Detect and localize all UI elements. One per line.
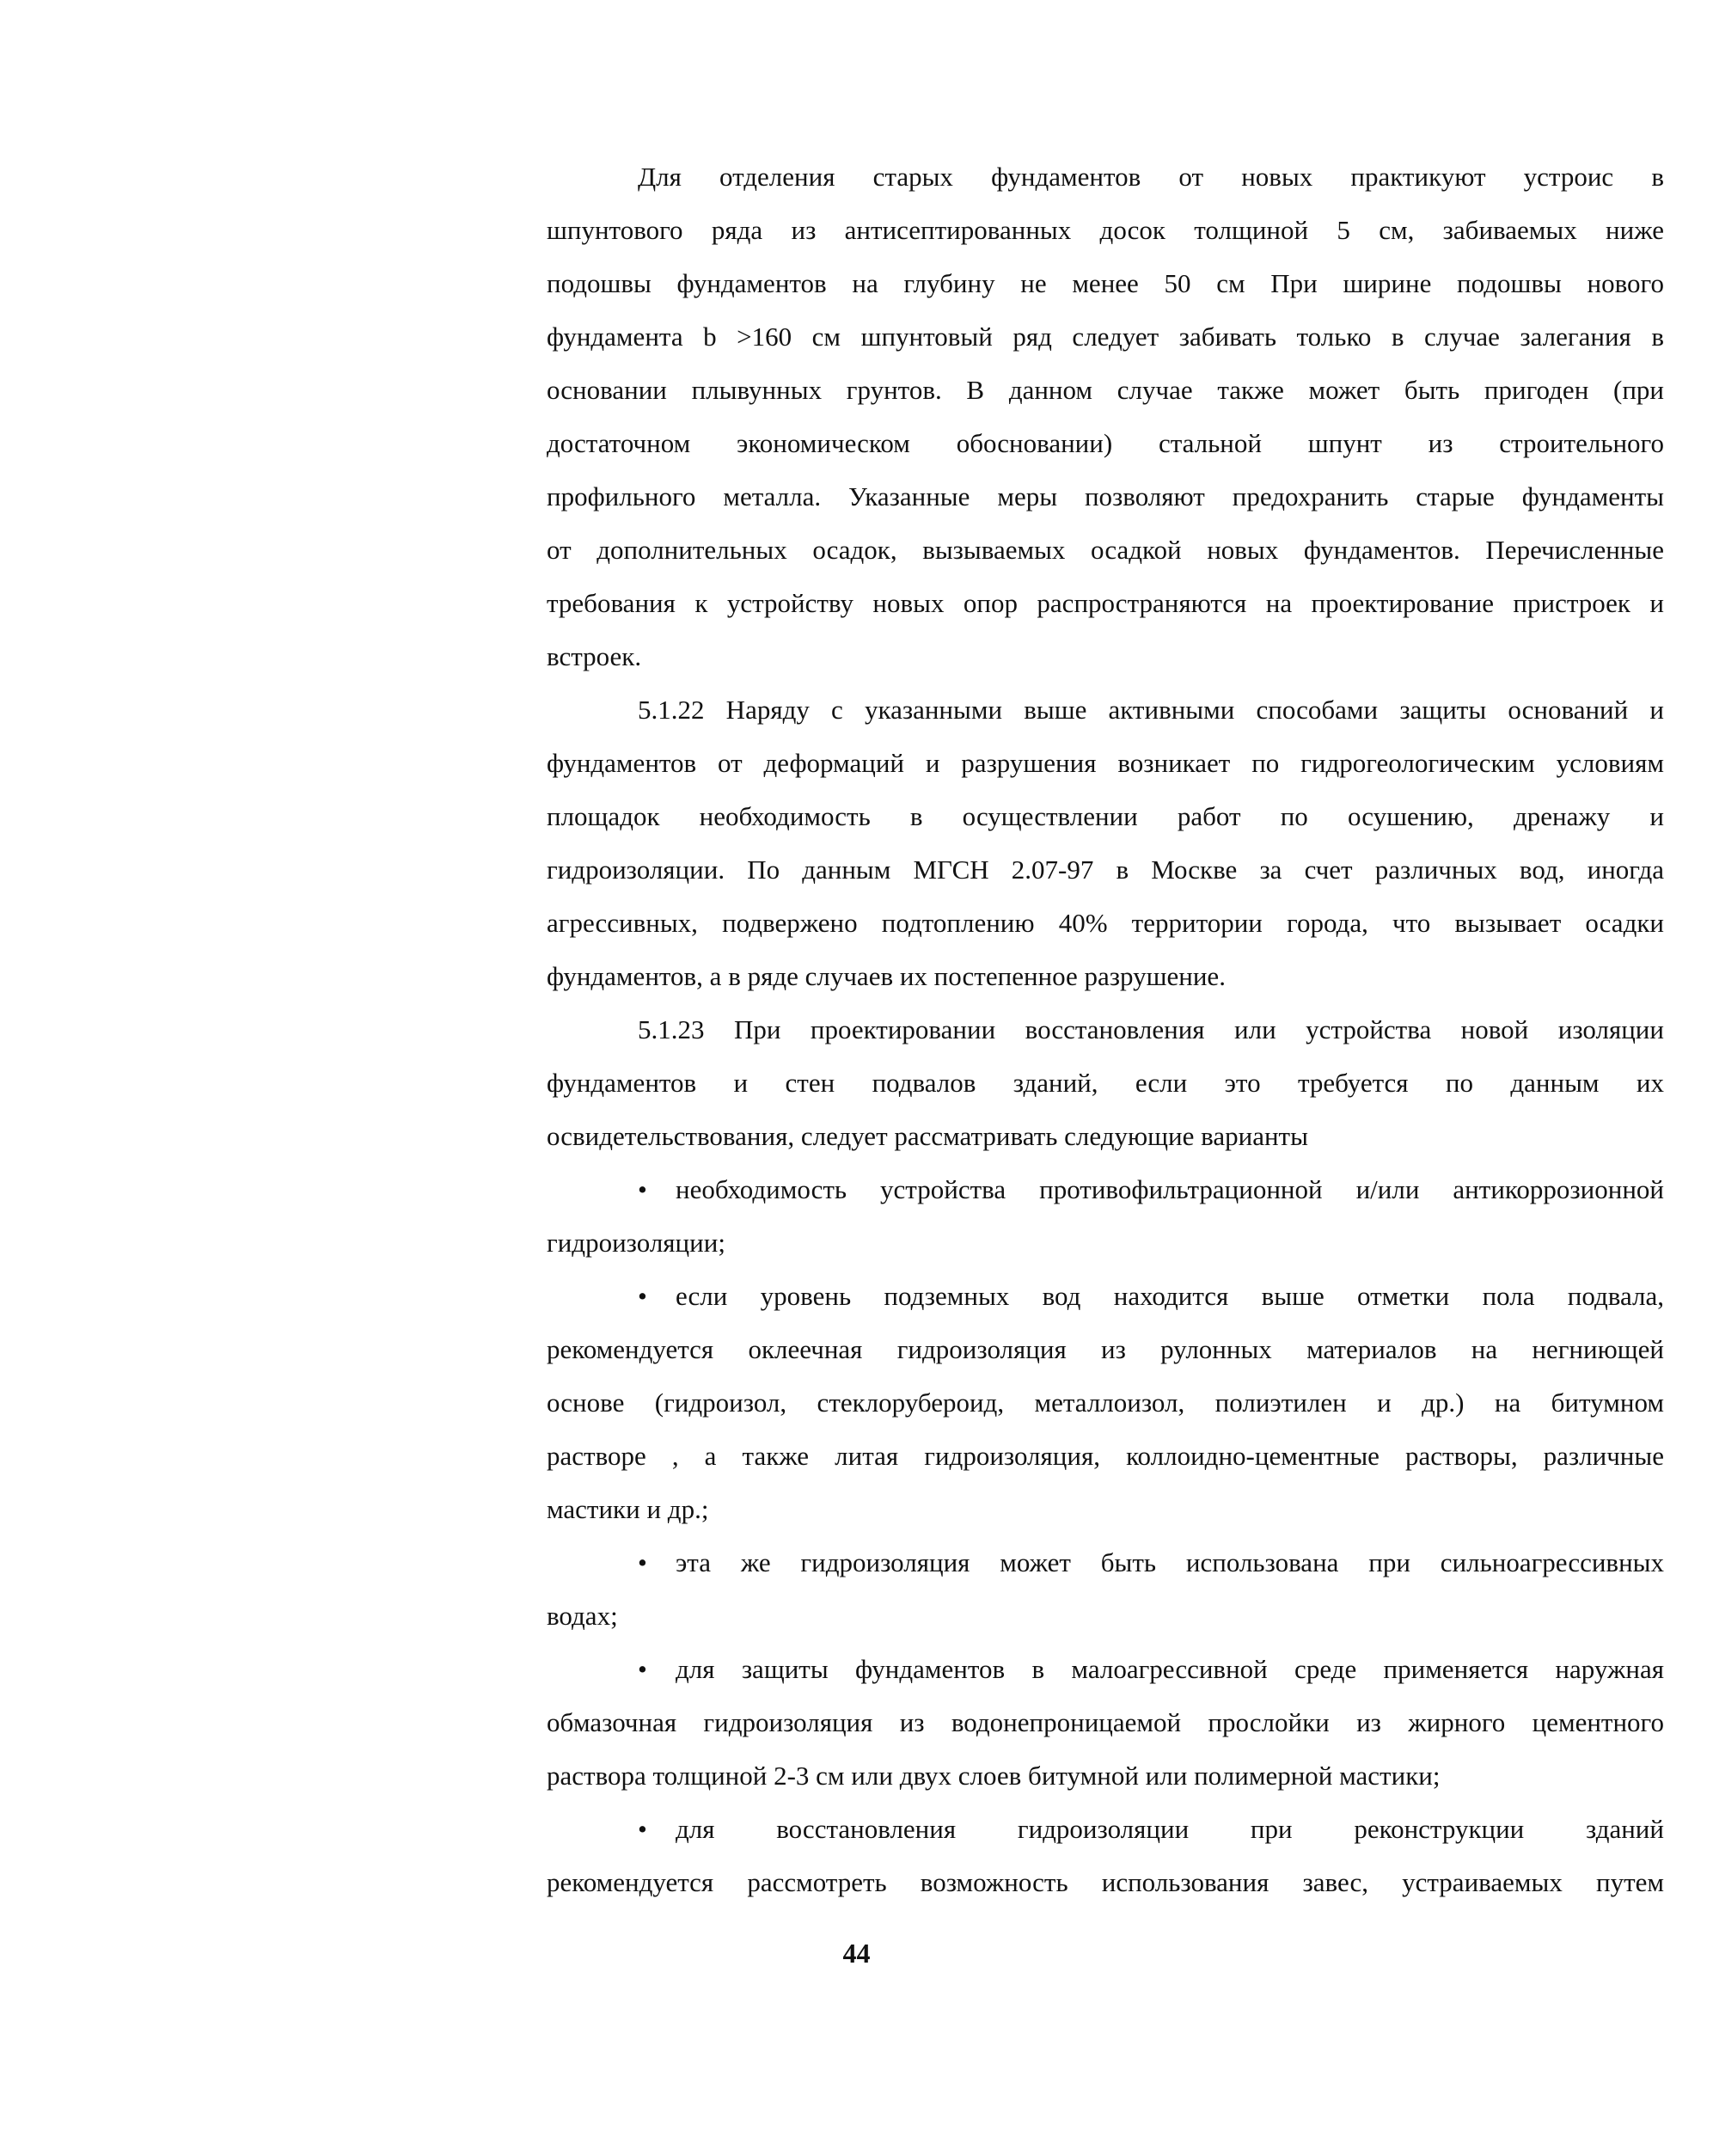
text-line: гидроизоляции; [547, 1228, 725, 1258]
text-line: обмазочная гидроизоляция из водонепроницаемой прослойки из жирного цементного [547, 1707, 1664, 1737]
text-line: Для отделения старых фундаментов от новых практикуют устроис в [638, 162, 1664, 192]
body-text [547, 150, 1664, 1909]
bullet-icon: • [638, 1814, 647, 1844]
bullet-text: эта же гидроизоляция может быть использована при сильноагрессивных [676, 1547, 1664, 1577]
bullet-line [547, 1163, 1664, 1216]
text-line: фундаментов, а в ряде случаев их постепенное разрушение. [547, 961, 1226, 991]
text-line: гидроизоляции. По данным МГСН 2.07-97 в Москве за счет различных вод, иногда [547, 854, 1664, 885]
text-line: подошвы фундаментов на глубину не менее 50 см При ширине подошвы нового [547, 268, 1664, 298]
text-line: основании плывунных грунтов. В данном случае также может быть пригоден (при [547, 375, 1664, 405]
text-line: площадок необходимость в осуществлении работ по осушению, дренажу и [547, 801, 1664, 831]
text-line: фундаментов от деформаций и разрушения возникает по гидрогеологическим условиям [547, 748, 1664, 778]
bullet-item [547, 1803, 1664, 1909]
bullet-line [547, 1270, 1664, 1323]
text-line: от дополнительных осадок, вызываемых осадкой новых фундаментов. Перечисленные [547, 535, 1664, 565]
text-line: требования к устройству новых опор распространяются на проектирование пристроек и [547, 588, 1664, 618]
bullet-text: для восстановления гидроизоляции при реконструкции зданий [676, 1814, 1664, 1844]
bullet-item [547, 1163, 1664, 1270]
bullet-item [547, 1270, 1664, 1536]
bullet-item [547, 1536, 1664, 1643]
text-line: рекомендуется рассмотреть возможность использования завес, устраиваемых путем [547, 1867, 1664, 1897]
text-line: рекомендуется оклеечная гидроизоляция из рулонных материалов на негниющей [547, 1334, 1664, 1364]
bullet-icon: • [638, 1547, 647, 1577]
bullet-item [547, 1643, 1664, 1803]
text-line: шпунтового ряда из антисептированных досок толщиной 5 см, забиваемых ниже [547, 215, 1664, 245]
bullet-text: необходимость устройства противофильтрационной и/или антикоррозионной [676, 1174, 1664, 1204]
text-line: встроек. [547, 641, 642, 671]
paragraph-foundation-separation [547, 150, 1664, 683]
bullet-text: для защиты фундаментов в малоагрессивной среде применяется наружная [676, 1654, 1664, 1684]
bullet-icon: • [638, 1654, 647, 1684]
text-line: освидетельствования, следует рассматривать следующие варианты [547, 1121, 1308, 1151]
text-line: раствора толщиной 2-3 см или двух слоев битумной или полимерной мастики; [547, 1761, 1441, 1791]
bullet-text: если уровень подземных вод находится выше отметки пола подвала, [676, 1281, 1664, 1311]
text-line: водах; [547, 1601, 618, 1631]
bullet-icon: • [638, 1174, 647, 1204]
text-line: основе (гидроизол, стеклорубероид, металлоизол, полиэтилен и др.) на битумном [547, 1387, 1664, 1418]
text-line: 5.1.22 Наряду с указанными выше активными способами защиты оснований и [638, 695, 1664, 725]
bullet-line [547, 1803, 1664, 1856]
text-line: растворе , а также литая гидроизоляция, коллоидно-цементные растворы, различные [547, 1441, 1664, 1471]
page-number: 44 [842, 1938, 871, 1969]
text-line: мастики и др.; [547, 1494, 709, 1524]
bullet-line [547, 1643, 1664, 1696]
text-line: достаточном экономическом обосновании) стальной шпунт из строительного [547, 428, 1664, 458]
text-line: фундаментов и стен подвалов зданий, если это требуется по данным их [547, 1068, 1664, 1098]
text-line: агрессивных, подвержено подтоплению 40% территории города, что вызывает осадки [547, 908, 1664, 938]
bullet-line [547, 1536, 1664, 1589]
paragraph-5-1-23 [547, 1003, 1664, 1163]
bullet-icon: • [638, 1281, 647, 1311]
text-line: профильного металла. Указанные меры позволяют предохранить старые фундаменты [547, 481, 1664, 511]
text-line: 5.1.23 При проектировании восстановления или устройства новой изоляции [638, 1014, 1664, 1044]
paragraph-5-1-22 [547, 683, 1664, 1003]
text-line: фундамента b >160 см шпунтовый ряд следует забивать только в случае залегания в [547, 322, 1664, 352]
